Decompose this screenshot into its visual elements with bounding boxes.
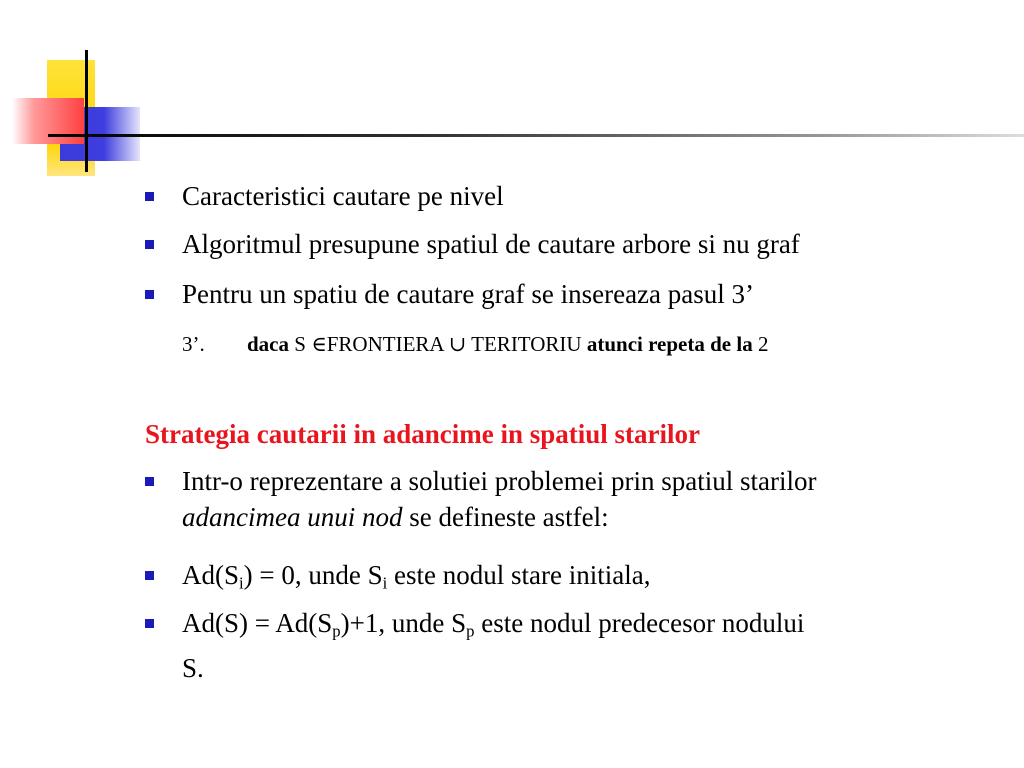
element-of-symbol: ∈ [311, 332, 327, 356]
bullet-marker [145, 477, 154, 486]
rule1-subscript-2: i [382, 573, 388, 593]
rule2-subscript: p [332, 621, 341, 641]
rule2-subscript-2: p [466, 621, 475, 641]
step-3-prime [182, 330, 768, 358]
depth-def-italic: adancimea unui nod [182, 502, 403, 532]
bullet-marker [145, 619, 154, 628]
rule2-line2: S. [182, 652, 204, 683]
bullet-item-rule-1 [182, 557, 1002, 602]
bullet-marker [145, 192, 154, 201]
keyword-if: daca [247, 332, 289, 356]
frontier-label: FRONTIERA [326, 332, 444, 356]
red-square [12, 98, 84, 144]
vertical-line [85, 50, 88, 172]
step-number: 3’. [182, 332, 205, 356]
bullet-marker [145, 571, 154, 580]
rule2-mid: )+1, unde S [340, 608, 467, 638]
bullet-item-3: Pentru un spatiu de cautare graf se insereaza pasul 3’ [182, 279, 755, 309]
rule1-mid: ) = 0, unde S [243, 560, 383, 590]
title-underline [48, 134, 1024, 137]
union-symbol: ∪ [448, 332, 467, 356]
depth-def-line1: Intr-o reprezentare a solutiei problemei prin spatiul starilor [182, 466, 817, 496]
depth-def-rest: se defineste astfel: [402, 502, 609, 532]
rule1-subscript: i [239, 573, 244, 593]
bullet-item-depth-definition [182, 463, 997, 535]
rule1-pre: Ad(S [182, 560, 240, 590]
step-target: 2 [757, 332, 769, 356]
section-heading: Strategia cautarii in adancime in spatiul starilor [145, 419, 700, 449]
rule1-post: este nodul stare initiala, [387, 560, 651, 590]
bullet-marker [145, 240, 154, 249]
rule2-post: este nodul predecesor nodului [474, 608, 805, 638]
step-var: S [294, 332, 306, 356]
keyword-then: atunci repeta de la [586, 332, 753, 356]
bullet-item-1: Caracteristici cautare pe nivel [182, 181, 504, 211]
bullet-marker [145, 290, 154, 299]
rule2-pre: Ad(S) = Ad(S [182, 608, 333, 638]
territory-label: TERITORIU [471, 332, 582, 356]
bullet-item-rule-2 [182, 605, 1002, 686]
title-decoration [0, 0, 1024, 200]
bullet-item-2: Algoritmul presupune spatiul de cautare arbore si nu graf [182, 229, 800, 259]
